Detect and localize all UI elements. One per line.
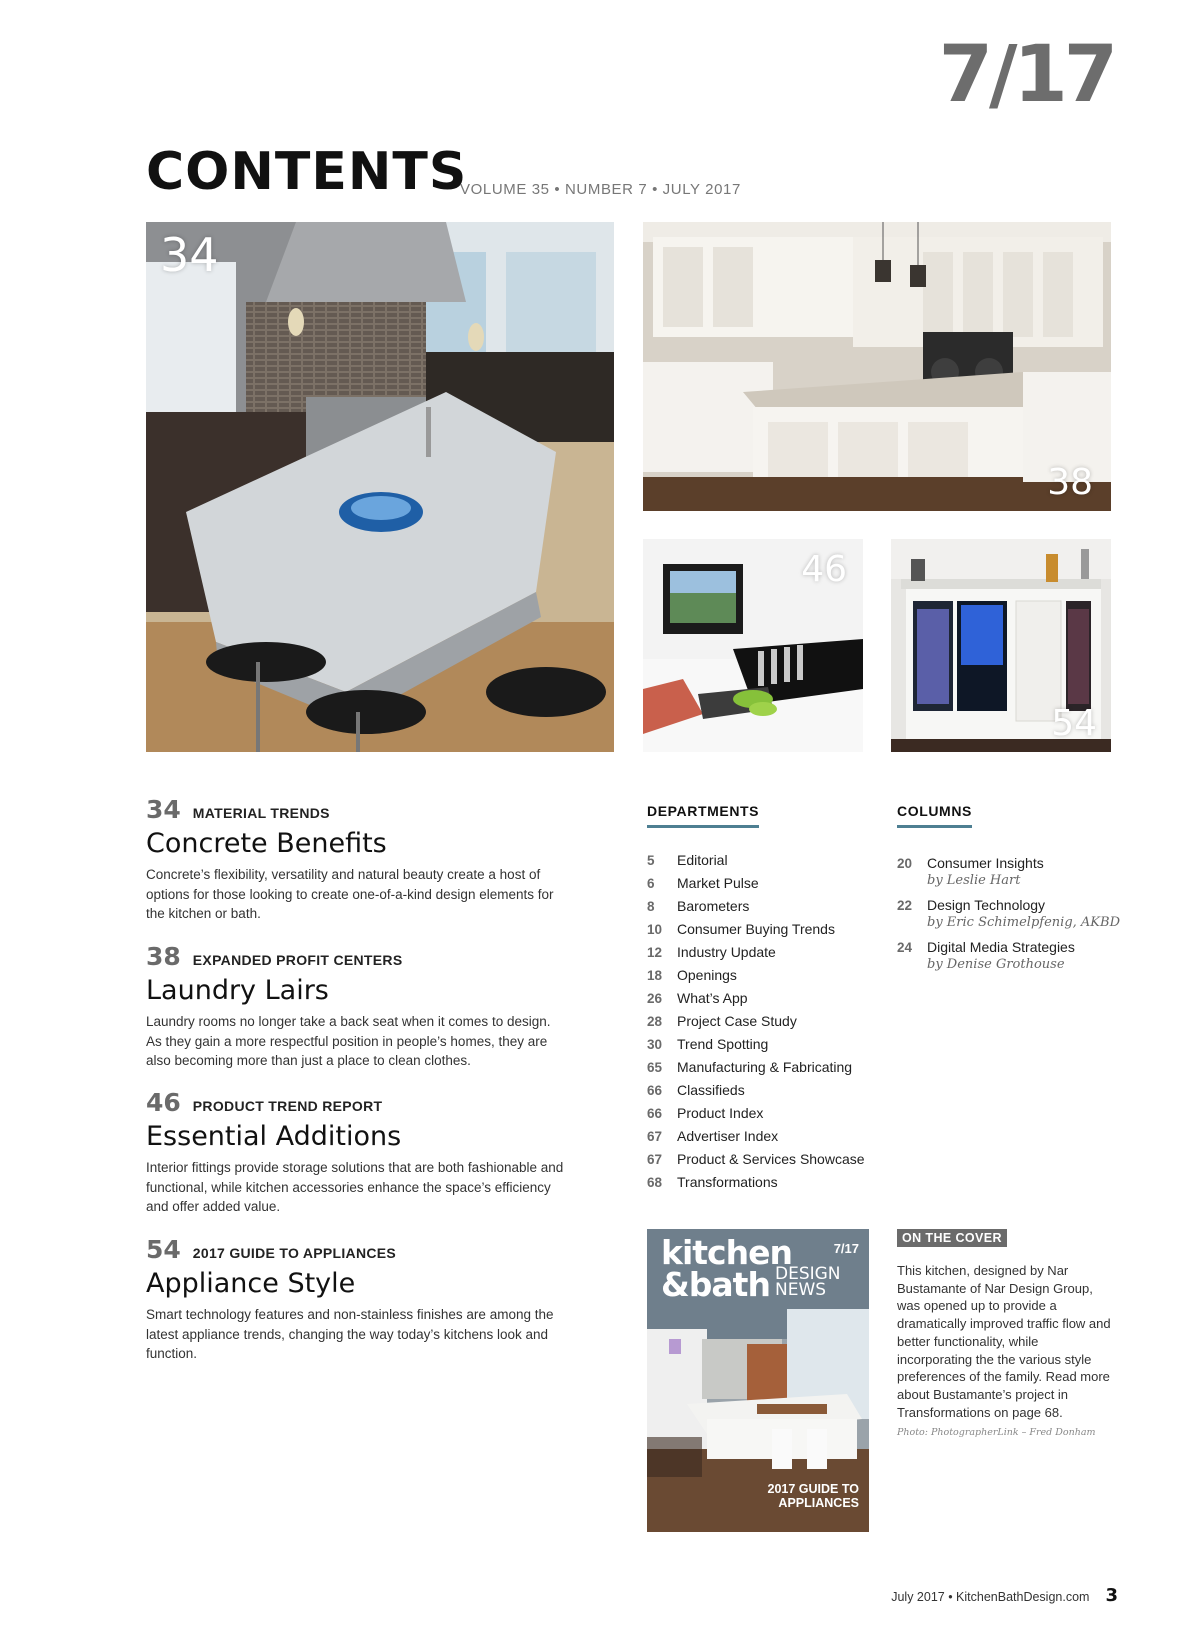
feature-page-number: 34: [146, 795, 181, 824]
column-byline: by Leslie Hart: [927, 873, 1021, 888]
page-number: 3: [1105, 1585, 1118, 1606]
feature-photo-54[interactable]: [891, 539, 1111, 752]
feature-photo-46[interactable]: [643, 539, 863, 752]
column-name: Consumer Insights: [927, 855, 1044, 871]
department-name: Industry Update: [677, 944, 776, 960]
department-item[interactable]: [647, 990, 887, 1013]
department-page: 66: [647, 1106, 663, 1121]
column-item[interactable]: [897, 897, 1137, 930]
issue-code: 7/17: [938, 30, 1114, 120]
cover-issue-code: 7/17: [833, 1241, 859, 1256]
cover-description: This kitchen, designed by Nar Bustamante of Nar Design Group, was opened up to provide a dramatically improved traffic flow and better functionality, while incorporating the the various style preferences of the family. Read more about Bustamante’s project in Transformations on page 68.: [897, 1263, 1111, 1420]
department-page: 8: [647, 899, 655, 914]
on-the-cover-badge: ON THE COVER: [897, 1229, 1007, 1247]
feature-description: Interior fittings provide storage solutions that are both fashionable and functional, while kitchen accessories enhance the space’s efficiency and offer added value.: [146, 1160, 564, 1214]
column-byline: by Eric Schimelpfenig, AKBD: [927, 915, 1120, 930]
feature-page-number: 54: [146, 1235, 181, 1264]
department-name: Market Pulse: [677, 875, 759, 891]
column-item[interactable]: [897, 939, 1137, 972]
department-page: 12: [647, 945, 663, 960]
feature-photo-34[interactable]: [146, 222, 614, 752]
department-name: Transformations: [677, 1174, 778, 1190]
photo-page-number: 46: [801, 549, 847, 590]
department-item[interactable]: [647, 1128, 887, 1151]
feature-kicker: EXPANDED PROFIT CENTERS: [192, 952, 403, 968]
department-item[interactable]: [647, 921, 887, 944]
column-page: 20: [897, 856, 913, 871]
department-item[interactable]: [647, 898, 887, 921]
department-name: Openings: [677, 967, 737, 983]
department-name: Editorial: [677, 852, 728, 868]
cover-brand-subtitle: DESIGN NEWS: [775, 1264, 841, 1300]
column-page: 24: [897, 940, 913, 955]
department-name: Advertiser Index: [677, 1128, 779, 1144]
feature-description: Concrete’s flexibility, versatility and natural beauty create a host of options for those looking to create one-of-a-kind design elements for the kitchen or bath.: [146, 867, 554, 921]
feature-title[interactable]: Concrete Benefits: [146, 828, 387, 859]
column-name: Design Technology: [927, 897, 1046, 913]
department-name: Trend Spotting: [677, 1036, 769, 1052]
departments-heading: DEPARTMENTS: [647, 803, 759, 828]
department-name: Manufacturing & Fabricating: [677, 1059, 853, 1075]
photo-page-number: 34: [160, 228, 219, 282]
feature-page-number: 38: [146, 942, 181, 971]
department-page: 30: [647, 1037, 663, 1052]
department-name: Product Index: [677, 1105, 764, 1121]
department-name: Product & Services Showcase: [677, 1151, 865, 1167]
columns-heading: COLUMNS: [897, 803, 972, 828]
feature-entry[interactable]: [146, 942, 566, 1071]
department-name: Project Case Study: [677, 1013, 797, 1029]
department-page: 5: [647, 853, 655, 868]
department-item[interactable]: [647, 967, 887, 990]
column-byline: by Denise Grothouse: [927, 957, 1065, 972]
department-name: Classifieds: [677, 1082, 745, 1098]
department-page: 66: [647, 1083, 663, 1098]
column-item[interactable]: [897, 855, 1137, 888]
department-page: 10: [647, 922, 663, 937]
footer-text: July 2017 • KitchenBathDesign.com: [891, 1590, 1090, 1604]
department-item[interactable]: [647, 944, 887, 967]
department-name: Barometers: [677, 898, 750, 914]
department-item[interactable]: [647, 1082, 887, 1105]
department-item[interactable]: [647, 852, 887, 875]
feature-kicker: 2017 GUIDE TO APPLIANCES: [192, 1245, 397, 1261]
column-page: 22: [897, 898, 913, 913]
departments-list: [647, 852, 887, 1197]
photo-page-number: 38: [1047, 462, 1093, 503]
department-page: 68: [647, 1175, 663, 1190]
cover-guide-headline: 2017 GUIDE TO APPLIANCES: [767, 1482, 859, 1510]
feature-kicker: MATERIAL TRENDS: [192, 805, 330, 821]
department-item[interactable]: [647, 1174, 887, 1197]
volume-line: VOLUME 35 • NUMBER 7 • JULY 2017: [460, 181, 741, 198]
feature-entry[interactable]: [146, 1088, 566, 1217]
department-item[interactable]: [647, 1059, 887, 1082]
feature-entry[interactable]: [146, 795, 566, 924]
white-laundry-kitchen-photo: [643, 222, 1111, 511]
department-page: 26: [647, 991, 663, 1006]
kitchen-island-concrete-photo: [146, 222, 614, 752]
department-page: 28: [647, 1014, 663, 1029]
feature-description: Laundry rooms no longer take a back seat when it comes to design. As they gain a more respectful position in people’s homes, they are also becoming more than just a place to clean clothes.: [146, 1014, 551, 1068]
cover-brand-logo: kitchen &bath: [661, 1233, 792, 1304]
department-page: 18: [647, 968, 663, 983]
department-page: 65: [647, 1060, 663, 1075]
department-item[interactable]: [647, 1036, 887, 1059]
feature-title[interactable]: Essential Additions: [146, 1121, 402, 1152]
department-name: Consumer Buying Trends: [677, 921, 835, 937]
department-item[interactable]: [647, 1105, 887, 1128]
feature-description: Smart technology features and non-stainless finishes are among the latest appliance trends, changing the way today’s kitchens look and function.: [146, 1307, 554, 1361]
feature-title[interactable]: Appliance Style: [146, 1268, 356, 1299]
photo-credit: Photo: PhotographerLink – Fred Donham: [897, 1427, 1096, 1438]
department-item[interactable]: [647, 875, 887, 898]
department-page: 67: [647, 1152, 663, 1167]
page-title: CONTENTS: [146, 142, 468, 202]
photo-page-number: 54: [1051, 703, 1097, 744]
feature-entry[interactable]: [146, 1235, 566, 1364]
department-page: 6: [647, 876, 655, 891]
columns-list: [897, 855, 1137, 981]
department-item[interactable]: [647, 1013, 887, 1036]
feature-page-number: 46: [146, 1088, 181, 1117]
column-name: Digital Media Strategies: [927, 939, 1075, 955]
page-footer: [891, 1585, 1118, 1606]
magazine-cover-thumbnail[interactable]: [647, 1229, 869, 1532]
department-page: 67: [647, 1129, 663, 1144]
department-name: What’s App: [677, 990, 748, 1006]
feature-title[interactable]: Laundry Lairs: [146, 975, 329, 1006]
department-item[interactable]: [647, 1151, 887, 1174]
feature-kicker: PRODUCT TREND REPORT: [192, 1098, 383, 1114]
feature-photo-38[interactable]: [643, 222, 1111, 511]
